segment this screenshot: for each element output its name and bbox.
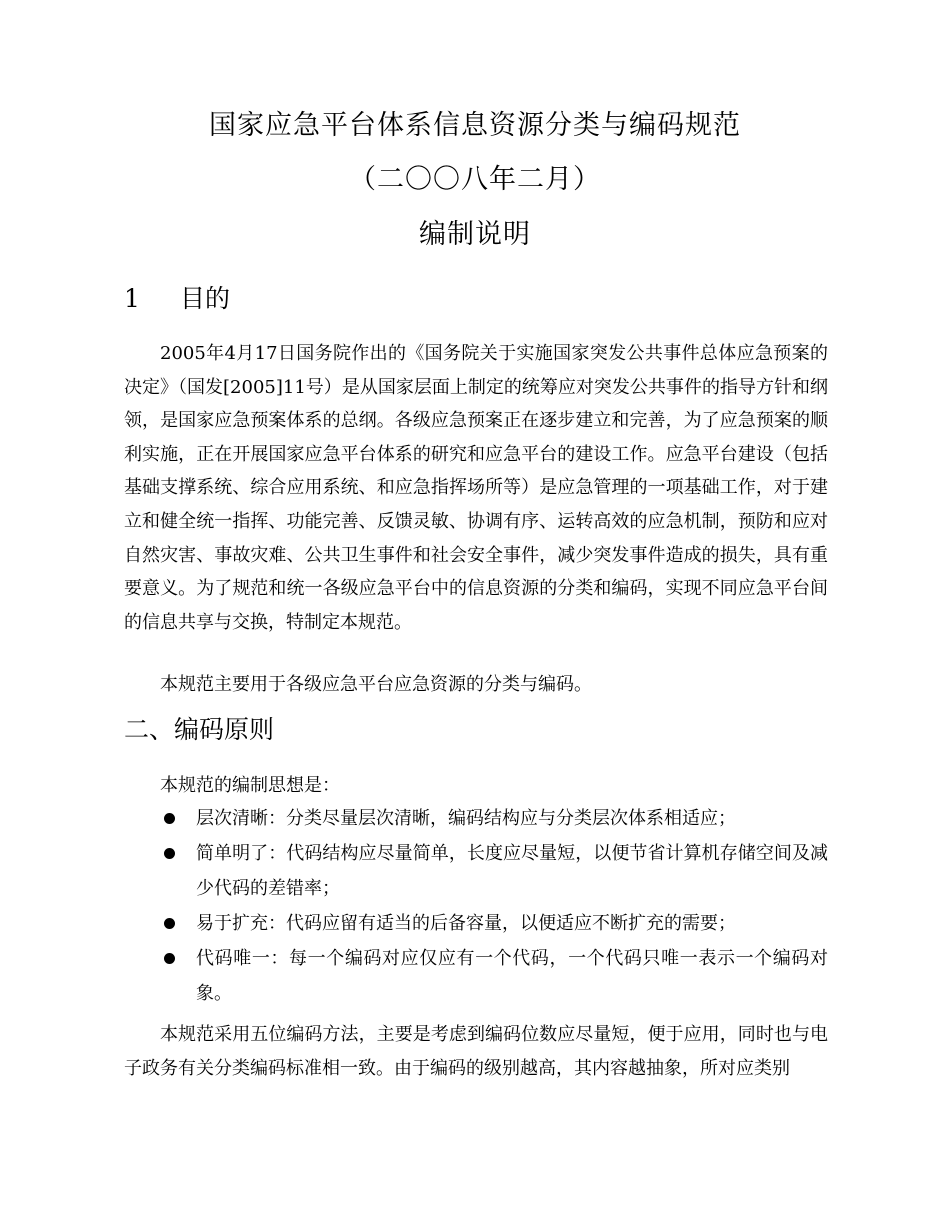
section-2-intro: 本规范的编制思想是： (160, 775, 340, 796)
bullet-icon (164, 918, 175, 929)
document-subtitle: 编制说明 (419, 219, 531, 250)
section-2-heading: 二、编码原则 (124, 715, 275, 744)
section-1-paragraph: 2005年4月17日国务院作出的《国务院关于实施国家突发公共事件总体应急预案的决定》（国发[2005]11号）是从国家层面上制定的统筹应对突发公共事件的指导方针和纲领，是国家应急预案体系的总纲。各级应急预案正在逐步建立和完善，为了应急预案的顺利实施，正在开展国家应急平台体系的研究和应急平台的建设工作。应急平台建设（包括基础支撑系统、综合应用系统、和应急指挥场所等）是应急管理的一项基础工作，对于建立和健全统一指挥、功能完善、反馈灵敏、协调有序、运转高效的应急机制，预防和应对自然灾害、事故灾难、公共卫生事件和社会安全事件，减少突发事件造成的损失，具有重要意义。为了规范和统一各级应急平台中的信息资源的分类和编码，实现不同应急平台间的信息共享与交换，特制定本规范。 (124, 343, 828, 633)
document-date: （二〇〇八年二月） (349, 164, 601, 195)
list-item: 简单明了：代码结构应尽量简单，长度应尽量短，以便节省计算机存储空间及减少代码的差错率； (124, 836, 828, 906)
principles-list (124, 801, 828, 1011)
bullet-icon (164, 953, 175, 964)
section-1-title: 目的 (180, 284, 231, 313)
section-1-scope: 本规范主要用于各级应急平台应急资源的分类与编码。 (160, 674, 592, 695)
section-2-paragraph: 本规范采用五位编码方法，主要是考虑到编码位数应尽量短，便于应用，同时也与电子政务有关分类编码标准相一致。由于编码的级别越高，其内容越抽象，所对应类别 (124, 1024, 828, 1079)
list-item: 层次清晰：分类尽量层次清晰，编码结构应与分类层次体系相适应； (124, 801, 828, 836)
bullet-icon (164, 848, 175, 859)
list-item: 易于扩充：代码应留有适当的后备容量，以便适应不断扩充的需要； (124, 906, 828, 941)
document-title: 国家应急平台体系信息资源分类与编码规范 (209, 110, 741, 141)
bullet-icon (164, 813, 175, 824)
list-item: 代码唯一：每一个编码对应仅应有一个代码，一个代码只唯一表示一个编码对象。 (124, 941, 828, 1011)
section-1-heading (124, 279, 230, 315)
section-1-number: 1 (124, 284, 140, 313)
